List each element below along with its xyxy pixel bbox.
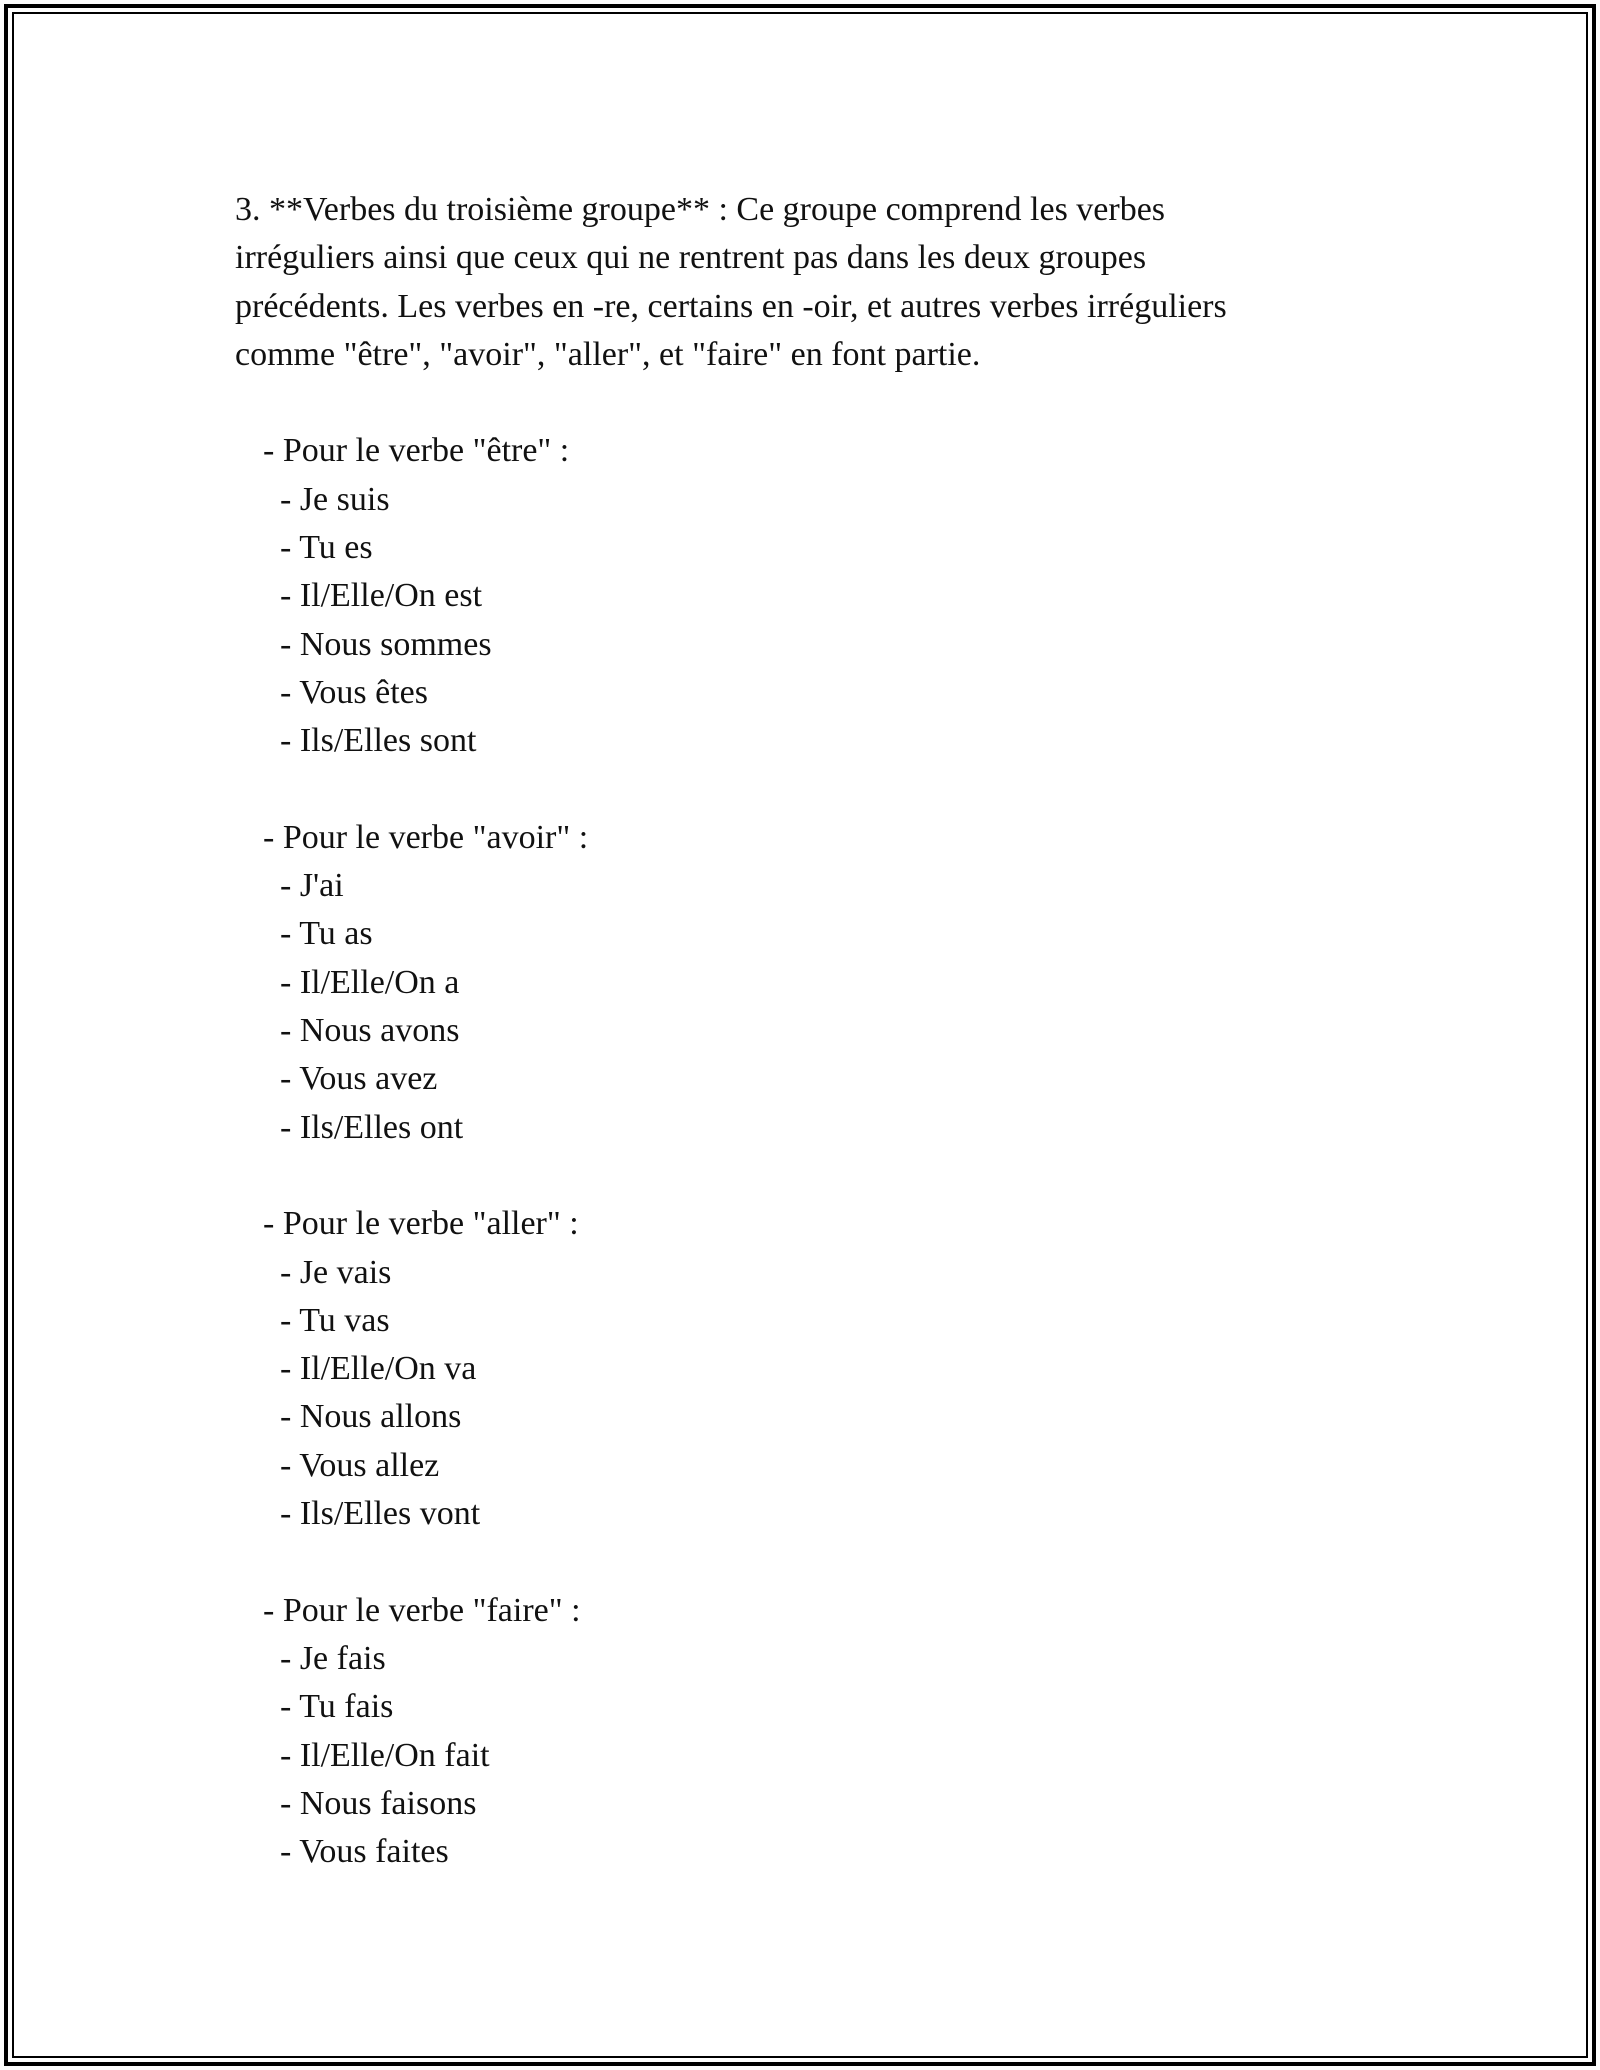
- intro-line: 3. **Verbes du troisième groupe** : Ce groupe comprend les verbes: [235, 191, 1166, 228]
- conjugation-item: - Ils/Elles vont: [280, 1495, 481, 1533]
- verb-section-avoir: [235, 814, 1375, 1152]
- conjugation-item: - Il/Elle/On est: [280, 577, 483, 615]
- intro-line: comme "être", "avoir", "aller", et "faire" en font partie.: [235, 335, 981, 373]
- intro-paragraph: [235, 186, 1375, 379]
- conjugation-item: - Il/Elle/On fait: [280, 1736, 490, 1774]
- verb-heading: - Pour le verbe "aller" :: [263, 1205, 579, 1243]
- conjugation-item: - Tu es: [280, 529, 373, 567]
- conjugation-item: - Ils/Elles sont: [280, 722, 477, 760]
- conjugation-item: - Vous avez: [280, 1060, 438, 1098]
- intro-line: irréguliers ainsi que ceux qui ne rentrent pas dans les deux groupes: [235, 239, 1147, 277]
- conjugation-item: - Tu as: [280, 915, 373, 953]
- intro-line: précédents. Les verbes en -re, certains en -oir, et autres verbes irréguliers: [235, 287, 1227, 325]
- verb-heading: - Pour le verbe "être" :: [263, 432, 570, 470]
- conjugation-item: - Nous faisons: [280, 1784, 477, 1822]
- verb-heading: - Pour le verbe "avoir" :: [263, 818, 589, 856]
- conjugation-item: - Nous sommes: [280, 625, 492, 663]
- verb-section-aller: [235, 1200, 1375, 1538]
- conjugation-item: - Ils/Elles ont: [280, 1108, 464, 1146]
- conjugation-item: - Il/Elle/On a: [280, 963, 460, 1001]
- conjugation-item: - Je vais: [280, 1253, 392, 1291]
- conjugation-item: - Vous allez: [280, 1446, 440, 1484]
- conjugation-item: - Il/Elle/On va: [280, 1350, 477, 1388]
- conjugation-item: - Vous faites: [280, 1833, 449, 1871]
- verb-heading: - Pour le verbe "faire" :: [263, 1591, 581, 1629]
- verb-section-faire: [235, 1587, 1375, 1877]
- conjugation-item: - Vous êtes: [280, 673, 428, 711]
- conjugation-list: [235, 476, 1375, 766]
- conjugation-item: - J'ai: [280, 867, 344, 905]
- conjugation-item: - Tu fais: [280, 1688, 394, 1726]
- conjugation-item: - Je fais: [280, 1639, 386, 1677]
- document-body: [235, 186, 1375, 1925]
- conjugation-item: - Nous allons: [280, 1398, 462, 1436]
- conjugation-item: - Tu vas: [280, 1301, 390, 1339]
- conjugation-item: - Nous avons: [280, 1012, 460, 1050]
- conjugation-list: [235, 1249, 1375, 1539]
- verb-section-etre: [235, 427, 1375, 765]
- conjugation-item: - Je suis: [280, 480, 390, 518]
- conjugation-list: [235, 862, 1375, 1152]
- conjugation-list: [235, 1635, 1375, 1876]
